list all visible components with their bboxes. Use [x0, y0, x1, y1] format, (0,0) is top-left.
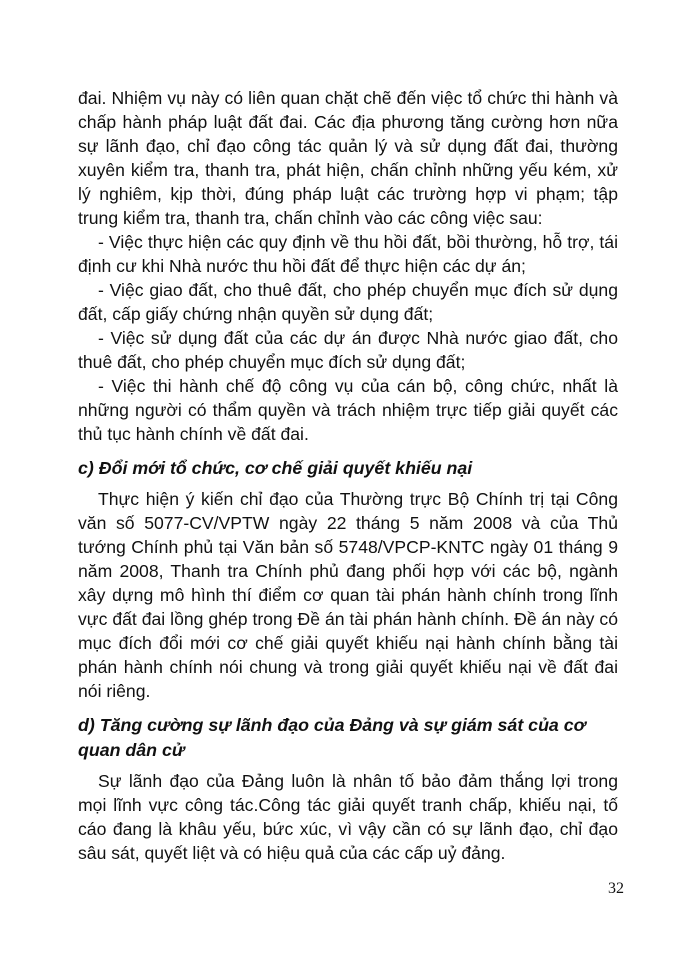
body-text: [78, 86, 618, 865]
section-d-paragraph: Sự lãnh đạo của Đảng luôn là nhân tố bảo đảm thắng lợi trong mọi lĩnh vực công tác.Công tác giải quyết tranh chấp, khiếu nại, tố cáo đang là khâu yếu, bức xúc, vì vậy cần có sự lãnh đạo, chỉ đạo sâu sát, quyết liệt và có hiệu quả của các cấp uỷ đảng.: [78, 771, 618, 863]
intro-paragraph: đai. Nhiệm vụ này có liên quan chặt chẽ đến việc tổ chức thi hành và chấp hành pháp luật đất đai. Các địa phương tăng cường hơn nữa sự lãnh đạo, chỉ đạo công tác quản lý và sử dụng đất đai, thường xuyên kiểm tra, thanh tra, phát hiện, chấn chỉnh những yếu kém, xử lý nghiêm, kịp thời, đúng pháp luật các trường hợp vi phạm; tập trung kiểm tra, thanh tra, chấn chỉnh vào các công việc sau:: [78, 88, 618, 228]
list-item: - Việc thực hiện các quy định về thu hồi đất, bồi thường, hỗ trợ, tái định cư khi Nhà nước thu hồi đất để thực hiện các dự án;: [78, 232, 618, 276]
page-number: 32: [608, 880, 624, 897]
list-item: - Việc thi hành chế độ công vụ của cán bộ, công chức, nhất là những người có thẩm quyền và trách nhiệm trực tiếp giải quyết các thủ tục hành chính về đất đai.: [78, 376, 618, 444]
section-d-heading: d) Tăng cường sự lãnh đạo của Đảng và sự giám sát của cơ quan dân cử: [78, 715, 586, 760]
section-c-paragraph: Thực hiện ý kiến chỉ đạo của Thường trực Bộ Chính trị tại Công văn số 5077-CV/VPTW ngày 22 tháng 5 năm 2008 và của Thủ tướng Chính phủ tại Văn bản số 5748/VPCP-KNTC ngày 01 tháng 9 năm 2008, Thanh tra Chính phủ đang phối hợp với các bộ, ngành xây dựng mô hình thí điểm cơ quan tài phán hành chính trong lĩnh vực đất đai lồng ghép trong Đề án tài phán hành chính. Đề án này có mục đích đổi mới cơ chế giải quyết khiếu nại hành chính bằng tài phán hành chính nói chung và trong giải quyết khiếu nại về đất đai nói riêng.: [78, 489, 618, 701]
list-item: - Việc sử dụng đất của các dự án được Nhà nước giao đất, cho thuê đất, cho phép chuyển mục đích sử dụng đất;: [78, 328, 618, 372]
list-item: - Việc giao đất, cho thuê đất, cho phép chuyển mục đích sử dụng đất, cấp giấy chứng nhận quyền sử dụng đất;: [78, 280, 618, 324]
section-c-heading: c) Đổi mới tổ chức, cơ chế giải quyết khiếu nại: [78, 458, 473, 478]
